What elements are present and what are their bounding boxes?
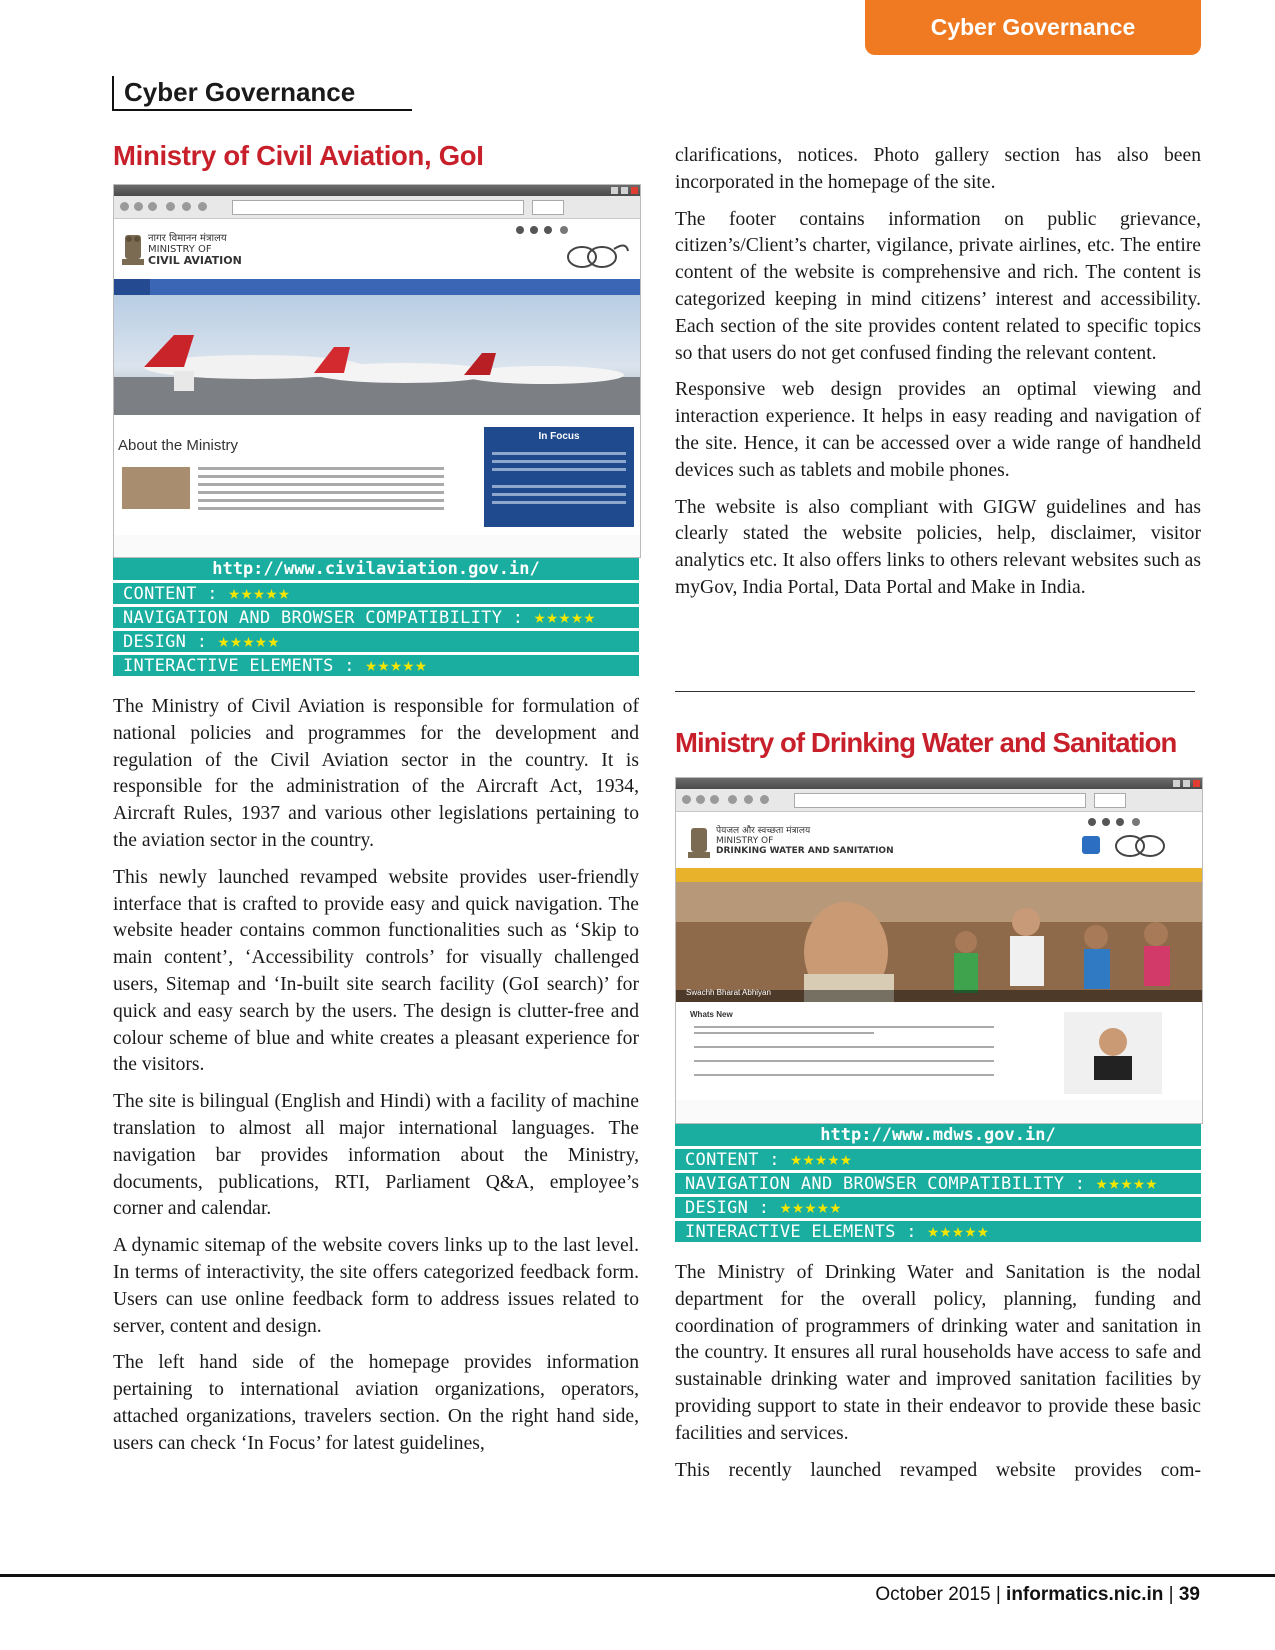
article1-continued-paragraph: The footer contains information on public grievance, citizen’s/Client’s charter, vigilance, private airlines, etc. The entire content of the website is comprehensive and rich. The content is categorized keeping in mind citizens’ interest and accessibility. Each section of the site provides content related to specific topics so that users do not get confused finding the relevant content. <box>675 208 1201 364</box>
whats-new-heading: Whats New <box>690 1010 733 1019</box>
mdws-ratings <box>675 1124 1201 1242</box>
site-nav-bar <box>676 868 1202 882</box>
article1-continued-paragraph: Responsive web design provides an optimal viewing and interaction experience. It helps in easy reading and navigation of the site. Hence, it can be accessed over a wide range of handheld devices such as tablets and mobile phones. <box>675 379 1201 481</box>
rating-interactive: INTERACTIVE ELEMENTS : ★★★★★ <box>113 655 639 676</box>
star-rating-icons: ★★★★★ <box>927 1220 990 1242</box>
article1-paragraph: The left hand side of the homepage provides information pertaining to international aviation organizations, operators, attached organizations, travelers section. On the right hand side, users can check ‘In Focus’ for latest guidelines, <box>113 1352 639 1454</box>
article2-block <box>675 727 1201 1494</box>
site-nav-bar <box>114 279 640 295</box>
site-content-area <box>676 1002 1202 1100</box>
browser-toolbar <box>676 789 1202 812</box>
left-column <box>113 140 639 1468</box>
news-lines <box>694 1026 994 1076</box>
star-rating-icons: ★★★★★ <box>228 582 291 604</box>
aircraft-photo <box>114 295 640 415</box>
site-ministry-of: MINISTRY OF <box>716 836 774 846</box>
star-rating-icons: ★★★★★ <box>1095 1172 1159 1194</box>
address-bar <box>232 200 524 215</box>
about-ministry-heading: About the Ministry <box>118 437 239 454</box>
window-titlebar <box>114 185 640 196</box>
section-heading: Cyber Governance <box>112 76 412 111</box>
site-header <box>114 219 640 279</box>
swachh-bharat-logo <box>560 239 630 273</box>
rating-navigation: NAVIGATION AND BROWSER COMPATIBILITY : ★★★★★ <box>675 1173 1201 1194</box>
article1-continued-paragraph: The website is also compliant with GIGW guidelines and has clearly stated the website policies, help, disclaimer, visitor analytics etc. It also offers links to others relevant websites such as myGov, India Portal, Data Portal and Make in India. <box>675 496 1201 598</box>
address-bar <box>794 793 1086 808</box>
rating-content: CONTENT : ★★★★★ <box>113 583 639 604</box>
emblem-icon <box>120 229 146 269</box>
article1-paragraph: The Ministry of Civil Aviation is responsible for formulation of national policies and programmes for the development and regulation of the Civil Aviation sector in the country. It is responsible for the administration of the Aircraft Act, 1934, Aircraft Rules, 1937 and various other legislations pertaining to the aviation sector in the country. <box>113 696 639 851</box>
star-rating-icons: ★★★★★ <box>533 606 597 628</box>
right-column <box>675 143 1201 612</box>
site-url: http://www.civilaviation.gov.in/ <box>113 558 639 580</box>
hero-photo <box>676 882 1202 1002</box>
article2-paragraph: This recently launched revamped website provides com- <box>675 1459 1201 1481</box>
mdws-screenshot <box>675 777 1203 1124</box>
search-box <box>532 200 564 215</box>
star-rating-icons: ★★★★★ <box>790 1148 853 1170</box>
about-text-lines <box>198 467 444 510</box>
civil-aviation-screenshot <box>113 184 641 558</box>
article1-continued-paragraph: clarifications, notices. Photo gallery section has also been incorporated in the homepage of the site. <box>675 145 1201 193</box>
site-url: http://www.mdws.gov.in/ <box>675 1124 1201 1146</box>
site-hindi-name: नागर विमानन मंत्रालय <box>148 233 227 244</box>
article-divider <box>675 691 1195 692</box>
rating-design: DESIGN : ★★★★★ <box>675 1197 1201 1218</box>
site-ministry-of: MINISTRY OF <box>148 244 212 255</box>
page-number: 39 <box>1178 1584 1200 1605</box>
search-box <box>1094 793 1126 808</box>
article1-paragraph: A dynamic sitemap of the website covers links up to the last level. In terms of interactivity, the site offers categorized feedback form. Users can use online feedback form to address issues related to server, content and design. <box>113 1235 639 1337</box>
issue-date: October 2015 <box>875 1584 991 1605</box>
site-content-area <box>114 415 640 535</box>
rating-navigation: NAVIGATION AND BROWSER COMPATIBILITY : ★★★★★ <box>113 607 639 628</box>
mdws-logos <box>1082 816 1192 862</box>
hero-caption: Swachh Bharat Abhiyan <box>686 988 771 997</box>
close-icon <box>1193 780 1200 787</box>
star-rating-icons: ★★★★★ <box>217 630 281 652</box>
civil-aviation-ratings <box>113 558 639 676</box>
site-ministry-name: CIVIL AVIATION <box>148 254 242 267</box>
rating-design: DESIGN : ★★★★★ <box>113 631 639 652</box>
rating-content: CONTENT : ★★★★★ <box>675 1149 1201 1170</box>
header-tab: Cyber Governance <box>865 0 1201 55</box>
browser-toolbar <box>114 196 640 219</box>
in-focus-heading: In Focus <box>538 431 580 442</box>
footer-rule <box>0 1574 1275 1577</box>
site-header <box>676 812 1202 868</box>
star-rating-icons: ★★★★★ <box>365 654 428 676</box>
article1-paragraph: The site is bilingual (English and Hindi) with a facility of machine translation to almost all major international languages. The navigation bar provides information about the Ministry, documents, publications, RTI, Parliament Q&A, employee’s corner and calendar. <box>113 1091 639 1220</box>
rating-interactive: INTERACTIVE ELEMENTS : ★★★★★ <box>675 1221 1201 1242</box>
article2-paragraph: The Ministry of Drinking Water and Sanitation is the nodal department for the overall policy, planning, funding and coordination of programmers of drinking water and sanitation in the country. It ensures all rural households have access to safe and sustainable drinking water and improved sanitation facilities by providing support to state in their endeavor to provide these basic facilities and services. <box>675 1262 1201 1444</box>
site-hindi-name: पेयजल और स्वच्छता मंत्रालय <box>716 826 811 836</box>
article1-title: Ministry of Civil Aviation, GoI <box>113 140 484 171</box>
star-rating-icons: ★★★★★ <box>779 1196 843 1218</box>
article2-title: Ministry of Drinking Water and Sanitation <box>675 727 1177 758</box>
minister-photo <box>1064 1012 1162 1094</box>
site-ministry-name: DRINKING WATER AND SANITATION <box>716 846 894 856</box>
window-titlebar <box>676 778 1202 789</box>
accessibility-icons <box>512 225 576 235</box>
page-footer: October 2015 | informatics.nic.in | 39 <box>875 1584 1200 1605</box>
building-photo <box>122 467 190 509</box>
emblem-icon <box>686 822 712 862</box>
in-focus-panel <box>484 427 634 527</box>
close-icon <box>631 187 638 194</box>
footer-site: informatics.nic.in <box>1006 1584 1164 1605</box>
article1-paragraph: This newly launched revamped website provides user-friendly interface that is crafted to provide easy and quick navigation. The website header contains common functionalities such as ‘Skip to main content’, ‘Accessibility controls’ for visually challenged users, Sitemap and ‘In-built site search facility (GoI search)’ for quick and easy search by the users. The design is clutter-free and colour scheme of blue and white creates a pleasant experience for the visitors. <box>113 866 639 1076</box>
